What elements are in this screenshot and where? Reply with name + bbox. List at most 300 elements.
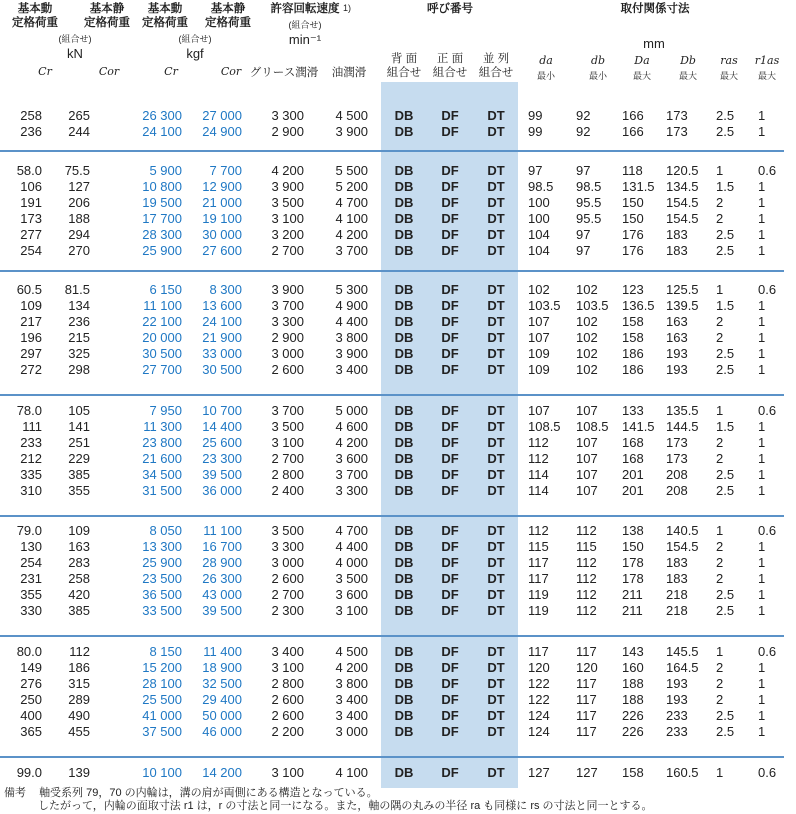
cell-cor-kgf: 39 500 bbox=[202, 603, 242, 618]
cell-db-min: 127 bbox=[576, 765, 598, 780]
cell-cor-kn: 294 bbox=[68, 227, 90, 242]
cell-designation-db: DB bbox=[394, 571, 414, 586]
cell-cr-kn: 233 bbox=[20, 435, 42, 450]
cell-cr-kn: 276 bbox=[20, 676, 42, 691]
cell-designation-db: DB bbox=[394, 724, 414, 739]
cell-designation-df: DF bbox=[441, 676, 459, 691]
cell-Da-max: 138 bbox=[622, 523, 644, 538]
cell-Db-max: 183 bbox=[666, 243, 688, 258]
cell-cr-kn: 365 bbox=[20, 724, 42, 739]
cell-designation-db: DB bbox=[394, 587, 414, 602]
cell-cor-kgf: 36 000 bbox=[202, 483, 242, 498]
cell-cr-kn: 250 bbox=[20, 692, 42, 707]
cell-cor-kgf: 43 000 bbox=[202, 587, 242, 602]
cell-ras-max: 1.5 bbox=[716, 298, 735, 313]
mounting-col-symbol: r1as bbox=[754, 54, 780, 67]
cell-ras-max: 2 bbox=[716, 195, 724, 210]
cell-cr-kn: 79.0 bbox=[16, 523, 42, 538]
cell-cr-kn: 99.0 bbox=[16, 765, 42, 780]
cell-ras-max: 2 bbox=[716, 555, 724, 570]
cell-cr-kgf: 33 500 bbox=[142, 603, 182, 618]
cell-speed-grease: 3 500 bbox=[271, 523, 304, 538]
mounting-unit: mm bbox=[643, 36, 665, 51]
cell-designation-dt: DT bbox=[487, 243, 505, 258]
cell-cor-kgf: 14 200 bbox=[202, 765, 242, 780]
cell-cor-kgf: 24 100 bbox=[202, 314, 242, 329]
cell-r1as-max: 1 bbox=[758, 362, 766, 377]
cell-designation-df: DF bbox=[441, 603, 459, 618]
cell-Da-max: 123 bbox=[622, 282, 644, 297]
cell-db-min: 107 bbox=[576, 403, 598, 418]
cell-ras-max: 2 bbox=[716, 314, 724, 329]
cell-cor-kn: 206 bbox=[68, 195, 90, 210]
cell-cor-kn: 141 bbox=[68, 419, 90, 434]
cell-designation-dt: DT bbox=[487, 708, 505, 723]
mounting-col-symbol: Da bbox=[634, 54, 650, 67]
cell-Db-max: 160.5 bbox=[666, 765, 699, 780]
cell-cor-kn: 289 bbox=[68, 692, 90, 707]
cell-db-min: 92 bbox=[576, 124, 591, 139]
designation-title: 呼び番号 bbox=[427, 3, 473, 15]
cell-Db-max: 173 bbox=[666, 108, 688, 123]
cell-Db-max: 233 bbox=[666, 708, 688, 723]
cell-Db-max: 125.5 bbox=[666, 282, 699, 297]
cell-Da-max: 150 bbox=[622, 211, 644, 226]
cell-cor-kgf: 32 500 bbox=[202, 676, 242, 691]
cell-cr-kn: 236 bbox=[20, 124, 42, 139]
cell-speed-oil: 4 600 bbox=[335, 419, 368, 434]
cell-speed-grease: 4 200 bbox=[271, 163, 304, 178]
cell-speed-grease: 3 500 bbox=[271, 195, 304, 210]
cell-da-min: 124 bbox=[528, 724, 550, 739]
cell-r1as-max: 1 bbox=[758, 692, 766, 707]
cell-designation-db: DB bbox=[394, 603, 414, 618]
cell-cr-kgf: 37 500 bbox=[142, 724, 182, 739]
cell-r1as-max: 1 bbox=[758, 211, 766, 226]
mounting-col-symbol: Db bbox=[680, 54, 696, 67]
table-row bbox=[0, 243, 796, 259]
cell-speed-oil: 4 900 bbox=[335, 298, 368, 313]
cell-designation-db: DB bbox=[394, 282, 414, 297]
cell-designation-db: DB bbox=[394, 467, 414, 482]
cell-db-min: 95.5 bbox=[576, 195, 602, 210]
cell-db-min: 95.5 bbox=[576, 211, 602, 226]
cell-designation-db: DB bbox=[394, 298, 414, 313]
cell-speed-grease: 3 900 bbox=[271, 282, 304, 297]
cell-ras-max: 2.5 bbox=[716, 227, 735, 242]
cell-Db-max: 193 bbox=[666, 346, 688, 361]
cell-cr-kn: 400 bbox=[20, 708, 42, 723]
cell-designation-db: DB bbox=[394, 435, 414, 450]
cell-designation-dt: DT bbox=[487, 179, 505, 194]
cell-speed-oil: 3 800 bbox=[335, 330, 368, 345]
cell-speed-oil: 4 500 bbox=[335, 108, 368, 123]
cell-Db-max: 208 bbox=[666, 483, 688, 498]
cell-designation-db: DB bbox=[394, 211, 414, 226]
cell-designation-df: DF bbox=[441, 483, 459, 498]
speed-unit: min⁻¹ bbox=[288, 32, 322, 47]
cell-designation-db: DB bbox=[394, 660, 414, 675]
table-row bbox=[0, 211, 796, 227]
table-row bbox=[0, 587, 796, 603]
cell-cor-kgf: 12 900 bbox=[202, 179, 242, 194]
cell-designation-df: DF bbox=[441, 765, 459, 780]
cell-designation-df: DF bbox=[441, 660, 459, 675]
cell-cor-kn: 139 bbox=[68, 765, 90, 780]
cell-r1as-max: 1 bbox=[758, 603, 766, 618]
cell-da-min: 109 bbox=[528, 346, 550, 361]
cell-designation-db: DB bbox=[394, 108, 414, 123]
table-row bbox=[0, 660, 796, 676]
kgf-combination-label: (組合せ) bbox=[178, 34, 212, 44]
bearing-group bbox=[0, 282, 796, 378]
cell-cr-kgf: 15 200 bbox=[142, 660, 182, 675]
bearing-group bbox=[0, 644, 796, 740]
cell-da-min: 100 bbox=[528, 195, 550, 210]
cell-speed-grease: 2 700 bbox=[271, 451, 304, 466]
cell-cor-kgf: 8 300 bbox=[209, 282, 242, 297]
cell-designation-df: DF bbox=[441, 243, 459, 258]
cell-cor-kn: 283 bbox=[68, 555, 90, 570]
cell-designation-dt: DT bbox=[487, 587, 505, 602]
cell-designation-dt: DT bbox=[487, 282, 505, 297]
speed-footnote-ref: 1) bbox=[342, 3, 351, 13]
cell-designation-dt: DT bbox=[487, 692, 505, 707]
cell-cor-kgf: 10 700 bbox=[202, 403, 242, 418]
cell-designation-dt: DT bbox=[487, 523, 505, 538]
kgf-static-label-1: 基本静 bbox=[210, 3, 246, 15]
cell-cor-kgf: 24 900 bbox=[202, 124, 242, 139]
mounting-col-limit: 最大 bbox=[757, 71, 776, 81]
cell-cr-kgf: 7 950 bbox=[149, 403, 182, 418]
cell-cor-kn: 325 bbox=[68, 346, 90, 361]
cell-speed-grease: 2 700 bbox=[271, 243, 304, 258]
cell-speed-grease: 3 900 bbox=[271, 179, 304, 194]
bearing-group bbox=[0, 523, 796, 619]
table-row bbox=[0, 362, 796, 378]
table-row bbox=[0, 108, 796, 124]
cell-speed-oil: 3 100 bbox=[335, 603, 368, 618]
mounting-col-symbol: da bbox=[539, 54, 553, 67]
cell-ras-max: 2.5 bbox=[716, 603, 735, 618]
cell-speed-oil: 5 000 bbox=[335, 403, 368, 418]
cell-designation-df: DF bbox=[441, 692, 459, 707]
cell-speed-grease: 2 300 bbox=[271, 603, 304, 618]
cell-r1as-max: 0.6 bbox=[758, 644, 777, 659]
df-label-2: 組合せ bbox=[432, 67, 468, 79]
table-row bbox=[0, 539, 796, 555]
cell-cr-kgf: 34 500 bbox=[142, 467, 182, 482]
cell-designation-db: DB bbox=[394, 227, 414, 242]
cell-cr-kn: 80.0 bbox=[16, 644, 42, 659]
cell-cor-kn: 258 bbox=[68, 571, 90, 586]
table-row bbox=[0, 692, 796, 708]
cell-cr-kn: 297 bbox=[20, 346, 42, 361]
cell-da-min: 120 bbox=[528, 660, 550, 675]
cell-cr-kn: 330 bbox=[20, 603, 42, 618]
cell-db-min: 108.5 bbox=[576, 419, 609, 434]
note-line-1 bbox=[4, 786, 378, 800]
cell-da-min: 127 bbox=[528, 765, 550, 780]
cell-r1as-max: 1 bbox=[758, 314, 766, 329]
cell-cor-kgf: 16 700 bbox=[202, 539, 242, 554]
cell-cr-kgf: 30 500 bbox=[142, 346, 182, 361]
cell-cor-kn: 186 bbox=[68, 660, 90, 675]
cell-cor-kgf: 28 900 bbox=[202, 555, 242, 570]
cell-cr-kn: 335 bbox=[20, 467, 42, 482]
cell-cr-kn: 58.0 bbox=[16, 163, 42, 178]
cell-Db-max: 173 bbox=[666, 451, 688, 466]
cell-Db-max: 139.5 bbox=[666, 298, 699, 313]
cell-cr-kgf: 10 800 bbox=[142, 179, 182, 194]
cell-da-min: 107 bbox=[528, 314, 550, 329]
cell-cor-kn: 355 bbox=[68, 483, 90, 498]
cell-cor-kgf: 27 600 bbox=[202, 243, 242, 258]
cell-Da-max: 158 bbox=[622, 314, 644, 329]
cell-cor-kn: 315 bbox=[68, 676, 90, 691]
cell-r1as-max: 1 bbox=[758, 708, 766, 723]
cell-designation-db: DB bbox=[394, 419, 414, 434]
cell-designation-df: DF bbox=[441, 587, 459, 602]
speed-title: 許容回転速度 bbox=[270, 3, 340, 15]
cell-cr-kgf: 28 100 bbox=[142, 676, 182, 691]
cell-ras-max: 2 bbox=[716, 660, 724, 675]
table-row bbox=[0, 523, 796, 539]
cell-designation-df: DF bbox=[441, 195, 459, 210]
cell-speed-oil: 3 900 bbox=[335, 346, 368, 361]
cell-designation-df: DF bbox=[441, 346, 459, 361]
cell-cor-kn: 420 bbox=[68, 587, 90, 602]
cell-designation-df: DF bbox=[441, 330, 459, 345]
cell-designation-df: DF bbox=[441, 108, 459, 123]
cell-cor-kgf: 13 600 bbox=[202, 298, 242, 313]
cell-designation-dt: DT bbox=[487, 298, 505, 313]
cell-cr-kn: 212 bbox=[20, 451, 42, 466]
cell-speed-grease: 2 200 bbox=[271, 724, 304, 739]
dt-label-2: 組合せ bbox=[478, 67, 514, 79]
cell-speed-grease: 2 600 bbox=[271, 692, 304, 707]
cell-cor-kn: 215 bbox=[68, 330, 90, 345]
kgf-dynamic-label-1: 基本動 bbox=[147, 3, 183, 15]
cell-Db-max: 163 bbox=[666, 314, 688, 329]
cell-speed-oil: 4 400 bbox=[335, 539, 368, 554]
cell-designation-df: DF bbox=[441, 644, 459, 659]
mounting-title: 取付関係寸法 bbox=[620, 3, 690, 15]
cell-Da-max: 211 bbox=[622, 603, 643, 618]
cell-designation-db: DB bbox=[394, 330, 414, 345]
cell-speed-oil: 3 000 bbox=[335, 724, 368, 739]
cell-cor-kgf: 21 000 bbox=[202, 195, 242, 210]
cell-r1as-max: 0.6 bbox=[758, 403, 777, 418]
bearing-group bbox=[0, 163, 796, 259]
cell-cor-kgf: 50 000 bbox=[202, 708, 242, 723]
cell-da-min: 124 bbox=[528, 708, 550, 723]
cell-Da-max: 166 bbox=[622, 108, 644, 123]
cell-Db-max: 154.5 bbox=[666, 211, 699, 226]
cell-speed-grease: 3 100 bbox=[271, 435, 304, 450]
cell-speed-grease: 3 400 bbox=[271, 644, 304, 659]
table-row bbox=[0, 435, 796, 451]
cell-speed-grease: 3 300 bbox=[271, 108, 304, 123]
cell-ras-max: 2 bbox=[716, 571, 724, 586]
table-row bbox=[0, 124, 796, 140]
cell-ras-max: 2.5 bbox=[716, 587, 735, 602]
cell-speed-grease: 2 900 bbox=[271, 124, 304, 139]
cell-designation-db: DB bbox=[394, 765, 414, 780]
cell-db-min: 102 bbox=[576, 314, 598, 329]
table-row bbox=[0, 298, 796, 314]
cell-da-min: 103.5 bbox=[528, 298, 561, 313]
cell-designation-dt: DT bbox=[487, 124, 505, 139]
cell-ras-max: 1.5 bbox=[716, 179, 735, 194]
cell-da-min: 114 bbox=[528, 483, 549, 498]
cell-da-min: 112 bbox=[528, 523, 549, 538]
cell-da-min: 112 bbox=[528, 435, 549, 450]
cell-da-min: 117 bbox=[528, 644, 549, 659]
cell-cr-kgf: 6 150 bbox=[149, 282, 182, 297]
cell-designation-dt: DT bbox=[487, 330, 505, 345]
table-row bbox=[0, 451, 796, 467]
cell-Da-max: 176 bbox=[622, 243, 644, 258]
cell-speed-grease: 3 000 bbox=[271, 555, 304, 570]
cell-r1as-max: 1 bbox=[758, 108, 766, 123]
cell-db-min: 102 bbox=[576, 346, 598, 361]
cell-cor-kn: 163 bbox=[68, 539, 90, 554]
mounting-col-limit: 最大 bbox=[719, 71, 738, 81]
cell-cor-kn: 385 bbox=[68, 467, 90, 482]
table-row bbox=[0, 330, 796, 346]
cell-db-min: 107 bbox=[576, 451, 598, 466]
cell-cr-kn: 254 bbox=[20, 555, 42, 570]
cell-designation-dt: DT bbox=[487, 676, 505, 691]
cell-cor-kgf: 11 400 bbox=[203, 644, 242, 659]
cell-designation-df: DF bbox=[441, 227, 459, 242]
cell-Db-max: 154.5 bbox=[666, 539, 699, 554]
cell-designation-db: DB bbox=[394, 179, 414, 194]
cell-designation-db: DB bbox=[394, 644, 414, 659]
cell-da-min: 115 bbox=[528, 539, 549, 554]
cell-da-min: 108.5 bbox=[528, 419, 561, 434]
cell-speed-grease: 3 100 bbox=[271, 765, 304, 780]
cell-designation-df: DF bbox=[441, 211, 459, 226]
cell-designation-df: DF bbox=[441, 179, 459, 194]
cell-designation-dt: DT bbox=[487, 555, 505, 570]
cell-ras-max: 1 bbox=[716, 163, 724, 178]
cell-ras-max: 2.5 bbox=[716, 108, 735, 123]
mounting-col-limit: 最小 bbox=[588, 71, 607, 81]
cell-designation-df: DF bbox=[441, 314, 459, 329]
cell-speed-oil: 5 200 bbox=[335, 179, 368, 194]
cell-cr-kn: 254 bbox=[20, 243, 42, 258]
cell-Da-max: 176 bbox=[622, 227, 644, 242]
cell-Da-max: 166 bbox=[622, 124, 644, 139]
cell-cor-kgf: 27 000 bbox=[202, 108, 242, 123]
cell-Da-max: 160 bbox=[622, 660, 644, 675]
cell-designation-dt: DT bbox=[487, 435, 505, 450]
cell-ras-max: 2 bbox=[716, 539, 724, 554]
cell-Da-max: 186 bbox=[622, 346, 644, 361]
cell-ras-max: 2 bbox=[716, 435, 724, 450]
cell-speed-oil: 4 100 bbox=[335, 211, 368, 226]
table-row bbox=[0, 724, 796, 740]
cell-speed-oil: 4 200 bbox=[335, 227, 368, 242]
cell-db-min: 102 bbox=[576, 282, 598, 297]
kgf-unit: kgf bbox=[186, 46, 204, 61]
cell-designation-dt: DT bbox=[487, 346, 505, 361]
cell-Db-max: 145.5 bbox=[666, 644, 699, 659]
cell-Db-max: 193 bbox=[666, 676, 688, 691]
cell-cor-kn: 236 bbox=[68, 314, 90, 329]
cell-Db-max: 164.5 bbox=[666, 660, 699, 675]
cell-cr-kn: 196 bbox=[20, 330, 42, 345]
cell-r1as-max: 1 bbox=[758, 676, 766, 691]
cell-designation-df: DF bbox=[441, 163, 459, 178]
cell-speed-oil: 3 300 bbox=[335, 483, 368, 498]
cell-db-min: 107 bbox=[576, 435, 598, 450]
cell-cor-kn: 298 bbox=[68, 362, 90, 377]
cell-cr-kn: 149 bbox=[20, 660, 42, 675]
cell-cr-kgf: 26 300 bbox=[142, 108, 182, 123]
cell-r1as-max: 1 bbox=[758, 243, 766, 258]
cell-cor-kn: 229 bbox=[68, 451, 90, 466]
cell-designation-df: DF bbox=[441, 124, 459, 139]
table-row bbox=[0, 314, 796, 330]
cell-speed-grease: 3 700 bbox=[271, 298, 304, 313]
cell-db-min: 92 bbox=[576, 108, 591, 123]
cell-Db-max: 183 bbox=[666, 571, 688, 586]
cell-ras-max: 2 bbox=[716, 330, 724, 345]
cell-designation-db: DB bbox=[394, 362, 414, 377]
cell-Db-max: 193 bbox=[666, 692, 688, 707]
note-label: 備考 bbox=[4, 787, 26, 799]
cell-Da-max: 226 bbox=[622, 708, 644, 723]
cell-designation-dt: DT bbox=[487, 108, 505, 123]
cell-Db-max: 134.5 bbox=[666, 179, 699, 194]
cell-designation-df: DF bbox=[441, 555, 459, 570]
cell-Da-max: 158 bbox=[622, 765, 644, 780]
cell-speed-grease: 2 600 bbox=[271, 362, 304, 377]
cell-cr-kgf: 31 500 bbox=[142, 483, 182, 498]
cell-cr-kgf: 8 150 bbox=[149, 644, 182, 659]
cell-speed-oil: 4 000 bbox=[335, 555, 368, 570]
cell-Db-max: 173 bbox=[666, 124, 688, 139]
cell-r1as-max: 1 bbox=[758, 435, 766, 450]
cell-ras-max: 2.5 bbox=[716, 346, 735, 361]
cell-da-min: 112 bbox=[528, 451, 549, 466]
cell-cr-kgf: 25 900 bbox=[142, 243, 182, 258]
cell-ras-max: 2.5 bbox=[716, 243, 735, 258]
cell-designation-df: DF bbox=[441, 362, 459, 377]
cell-Da-max: 188 bbox=[622, 692, 644, 707]
cell-Da-max: 141.5 bbox=[622, 419, 655, 434]
cell-speed-grease: 3 200 bbox=[271, 227, 304, 242]
cell-db-min: 120 bbox=[576, 660, 598, 675]
cell-cr-kn: 272 bbox=[20, 362, 42, 377]
cell-r1as-max: 1 bbox=[758, 451, 766, 466]
cell-r1as-max: 1 bbox=[758, 571, 766, 586]
speed-combination-label: (組合せ) bbox=[288, 20, 322, 30]
cell-cor-kn: 244 bbox=[68, 124, 90, 139]
cell-cr-kgf: 23 500 bbox=[142, 571, 182, 586]
cell-speed-grease: 3 700 bbox=[271, 403, 304, 418]
mounting-col-symbol: ras bbox=[720, 54, 738, 67]
bearing-group bbox=[0, 108, 796, 140]
cell-db-min: 97 bbox=[576, 243, 591, 258]
cell-speed-oil: 4 700 bbox=[335, 195, 368, 210]
cell-db-min: 112 bbox=[576, 603, 597, 618]
cell-da-min: 107 bbox=[528, 330, 550, 345]
cell-cr-kgf: 19 500 bbox=[142, 195, 182, 210]
